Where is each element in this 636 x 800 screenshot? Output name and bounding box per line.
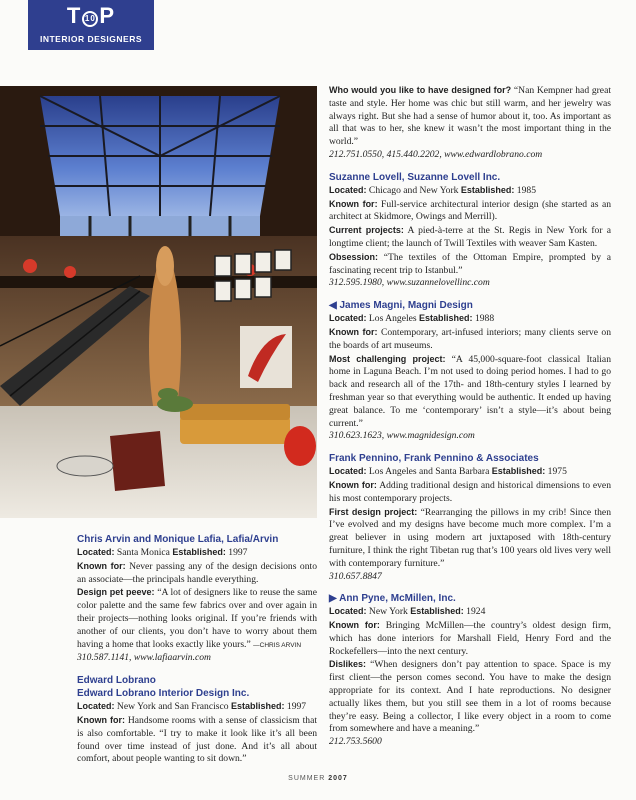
entry-lobrano: [77, 674, 317, 766]
entry-located: Located: Chicago and New York Established: 1985: [329, 184, 536, 196]
entry-pyne: [329, 592, 611, 749]
badge-logo: T 10 P: [66, 3, 116, 28]
entry-arvin: [77, 533, 317, 665]
entry-question: Who would you like to have designed for? “Nan Kempner had great taste and style. Her home was chic but still warm, and her jewelry was always right. But she had a sense of humor about it, too. As important as all that was to her, she knew it wasn’t the most important thing in the world.”: [329, 85, 611, 148]
entry-pennino: [329, 452, 611, 583]
badge-subtitle: INTERIOR DESIGNERS: [39, 34, 143, 44]
entry-title: Frank Pennino, Frank Pennino & Associates: [329, 453, 539, 465]
entry-title: Suzanne Lovell, Suzanne Lovell Inc.: [329, 171, 501, 183]
entry-title: ◀ James Magni, Magni Design: [329, 300, 473, 312]
entry-contact: 212.753.5600: [329, 736, 382, 748]
entry-contact: 310.587.1141, www.lafiaarvin.com: [77, 652, 211, 664]
interior-photo: [0, 86, 317, 518]
entry-lobrano-question: [329, 84, 611, 162]
entry-located: Located: Los Angeles Established: 1988: [329, 313, 495, 325]
entry-located: Located: New York and San Francisco Established: 1997: [77, 701, 307, 713]
entry-dislikes: Dislikes: “When designers don’t pay attention to space. Space is my first client—the person comes second. You have to make the design appropriate for its context. And I hate reproductions. No designer actually likes them, but you still see them in a lot of rooms because they’re easy. Being a collector, I like every object in a room to come from somewhere and have a meaning.”: [329, 659, 611, 735]
entry-known-for: Known for: Full-service architectural interior design (she started as an architect at Skidmore, Owings and Merrill).: [329, 198, 611, 223]
entry-contact: 312.595.1980, www.suzannelovellinc.com: [329, 277, 490, 289]
entry-known-for: Known for: Contemporary, art-infused interiors; many clients serve on the boards of art museums.: [329, 326, 611, 351]
entry-lovell: [329, 171, 611, 290]
entry-contact: 310.657.8847: [329, 570, 382, 582]
top10-badge: [28, 0, 154, 50]
entry-known-for: Known for: Handsome rooms with a sense of classicism that is also comfortable. “I try to make it look like it’s all been found over time instead of just done. And it’s all about comfort, about people wanting to sit down.”: [77, 714, 317, 765]
right-column: [329, 84, 611, 758]
entry-firm: Edward Lobrano Interior Design Inc.: [77, 688, 250, 700]
entry-known-for: Known for: Bringing McMillen—the country’s oldest design firm, which has done interiors for Marshall Field, Henry Ford and the Rockefellers—into the next century.: [329, 620, 612, 657]
entry-obsession: Obsession: “The textiles of the Ottoman Empire, prompted by a fascinating recent trip to Istanbul.”: [329, 251, 611, 276]
entry-located: Located: Santa Monica Established: 1997: [77, 547, 248, 558]
entry-magni: [329, 299, 611, 443]
entry-challenging-project: Most challenging project: “A 45,000-square-foot classical Italian home in Laguna Beach. I’m not used to doing period homes. I had to go back and research all of the 17th- and 18th-century styles I learned by freshman year so that everything would be authentic. It ended up having great balance. To me ‘contemporary’ isn’t a style—it’s about being current.”: [329, 353, 611, 429]
entry-current-projects: Current projects: A pied-à-terre at the St. Regis in New York for a longtime client; the launch of Twill Textiles with weaver Sam Kasten.: [329, 225, 612, 249]
entry-known-for: Known for: Never passing any of the design decisions onto an associate—the principals handle everything.: [77, 560, 317, 585]
entry-title: Edward Lobrano: [77, 675, 156, 687]
left-column: [77, 533, 317, 775]
entry-contact: 310.623.1623, www.magnidesign.com: [329, 430, 475, 442]
page-footer: SUMMER 2007: [288, 775, 348, 782]
entry-title: Chris Arvin and Monique Lafia, Lafia/Arvin: [77, 534, 279, 545]
entry-contact: 212.751.0550, 415.440.2202, www.edwardlobrano.com: [329, 148, 543, 160]
entry-located: Located: Los Angeles and Santa Barbara Established: 1975: [329, 466, 567, 478]
entry-first-project: First design project: “Rearranging the pillows in my crib! Since then I’ve evolved and my designs have become much more complex. I’m a great believer in using modern art juxtaposed with 18th-century furniture, I think the right Tibetan rug that’s 100 years old lives very well with contemporary furniture.”: [329, 506, 611, 569]
entry-located: Located: New York Established: 1924: [329, 606, 486, 618]
entry-known-for: Known for: Adding traditional design and historical dimensions to even his most contemporary projects.: [329, 479, 611, 504]
photo-credit: —CHRIS ARVIN: [253, 641, 302, 649]
entry-title: ▶ Ann Pyne, McMillen, Inc.: [329, 593, 456, 605]
entry-pet-peeve: Design pet peeve: “A lot of designers like to reuse the same color palette and the same few fabrics over and over again in their projects—nothing looks original. If you’re friends with another of our clients, you don’t have to worry about them having a home that looks exactly like yours.” —CHRIS ARVIN: [77, 587, 317, 650]
